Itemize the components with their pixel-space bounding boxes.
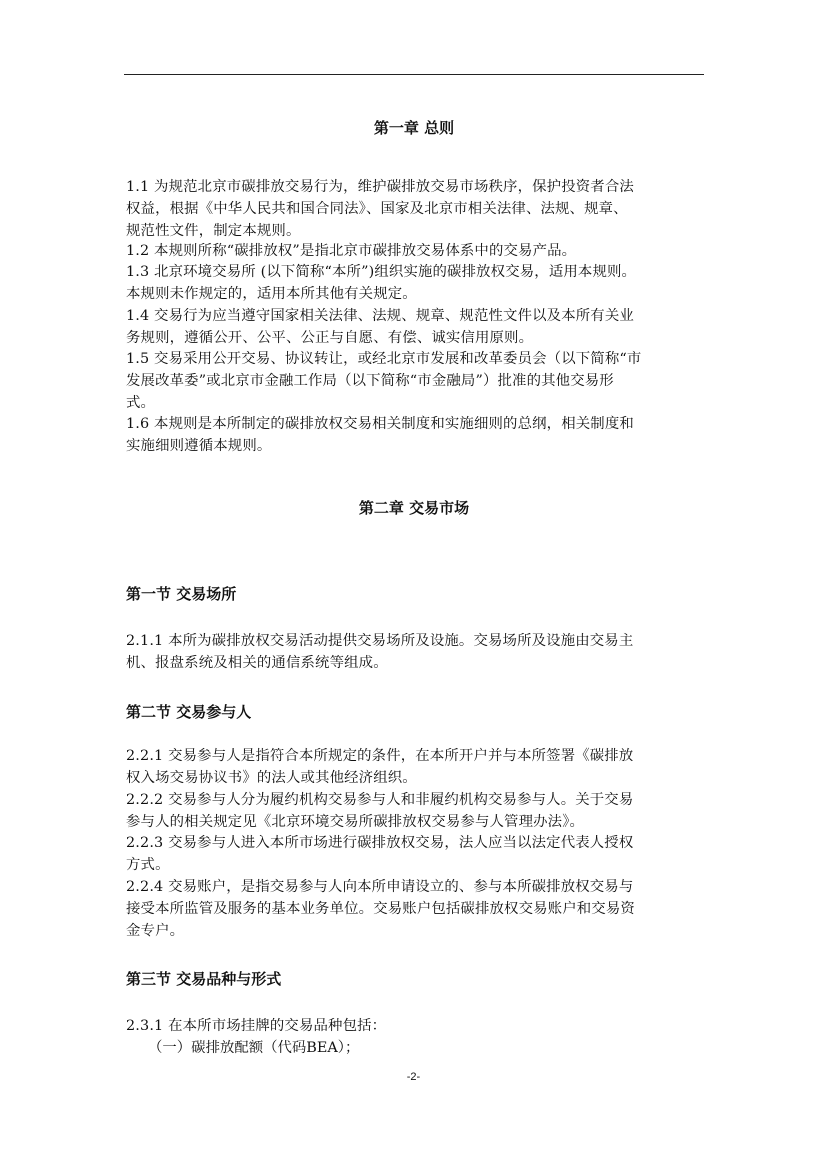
article-2-2-3 bbox=[126, 832, 704, 876]
text-line: 2.2.2 交易参与人分为履约机构交易参与人和非履约机构交易参与人。关于交易 bbox=[126, 792, 634, 808]
page-number: -2- bbox=[406, 1071, 421, 1083]
article-1-4 bbox=[126, 305, 704, 349]
text-line: 式。 bbox=[126, 395, 156, 412]
text-line: 机、报盘系统及相关的通信系统等组成。 bbox=[126, 655, 388, 672]
text-line: 权益，根据《中华人民共和国合同法》、国家及北京市相关法律、法规、规章、 bbox=[126, 201, 628, 218]
article-1-2 bbox=[126, 240, 704, 262]
chapter-1-title: 第一章 总则 bbox=[373, 119, 455, 137]
chapter-2-title: 第二章 交易市场 bbox=[358, 499, 470, 517]
text-line: 2.3.1 在本所市场挂牌的交易品种包括： bbox=[126, 1018, 387, 1034]
text-line: 2.2.3 交易参与人进入本所市场进行碳排放权交易，法人应当以法定代表人授权 bbox=[126, 835, 634, 851]
article-1-1 bbox=[126, 176, 704, 243]
article-2-2-2 bbox=[126, 789, 704, 833]
article-2-2-1 bbox=[126, 745, 704, 789]
list-item: （一）碳排放配额（代码BEA）； bbox=[148, 1040, 360, 1056]
text-line: 1.3 北京环境交易所 (以下简称“本所”)组织实施的碳排放权交易，适用本规则。 bbox=[126, 264, 637, 280]
article-1-5 bbox=[126, 348, 704, 415]
text-line: 2.1.1 本所为碳排放权交易活动提供交易场所及设施。交易场所及设施由交易主 bbox=[126, 633, 634, 649]
text-line: 1.4 交易行为应当遵守国家相关法律、法规、规章、规范性文件以及本所有关业 bbox=[126, 308, 634, 324]
text-line: 2.2.4 交易账户，是指交易参与人向本所申请设立的、参与本所碳排放权交易与 bbox=[126, 879, 634, 895]
article-2-2-4 bbox=[126, 876, 704, 943]
text-line: 1.1 为规范北京市碳排放交易行为，维护碳排放交易市场秩序，保护投资者合法 bbox=[126, 179, 634, 195]
section-1-title: 第一节 交易场所 bbox=[126, 585, 237, 603]
text-line: 权入场交易协议书》的法人或其他经济组织。 bbox=[126, 770, 417, 787]
header-rule bbox=[124, 74, 704, 75]
text-line: 方式。 bbox=[126, 857, 170, 874]
article-2-3-1 bbox=[126, 1015, 704, 1037]
text-line: 实施细则遵循本规则。 bbox=[126, 438, 272, 455]
text-line: 参与人的相关规定见《北京环境交易所碳排放权交易参与人管理办法》。 bbox=[126, 814, 585, 831]
text-line: 务规则，遵循公开、公平、公正与自愿、有偿、诚实信用原则。 bbox=[126, 330, 534, 347]
text-line: 发展改革委”或北京市金融工作局（以下简称“市金融局”）批准的其他交易形 bbox=[126, 373, 614, 390]
article-1-6 bbox=[126, 413, 704, 457]
text-line: 金专户。 bbox=[126, 923, 185, 940]
section-2-title: 第二节 交易参与人 bbox=[126, 703, 252, 721]
text-line: 2.2.1 交易参与人是指符合本所规定的条件，在本所开户并与本所签署《碳排放 bbox=[126, 748, 634, 764]
article-2-1-1 bbox=[126, 630, 704, 674]
text-line: 1.6 本规则是本所制定的碳排放权交易相关制度和实施细则的总纲，相关制度和 bbox=[126, 416, 634, 432]
section-3-title: 第三节 交易品种与形式 bbox=[126, 970, 282, 988]
article-1-3 bbox=[126, 261, 704, 305]
text-line: 1.2 本规则所称“碳排放权”是指北京市碳排放交易体系中的交易产品。 bbox=[126, 243, 577, 259]
text-line: 1.5 交易采用公开交易、协议转让，或经北京市发展和改革委员会（以下简称“市 bbox=[126, 351, 642, 367]
text-line: 规范性文件，制定本规则。 bbox=[126, 223, 301, 240]
text-line: 本规则未作规定的，适用本所其他有关规定。 bbox=[126, 286, 417, 303]
text-line: 接受本所监管及服务的基本业务单位。交易账户包括碳排放权交易账户和交易资 bbox=[126, 901, 635, 918]
